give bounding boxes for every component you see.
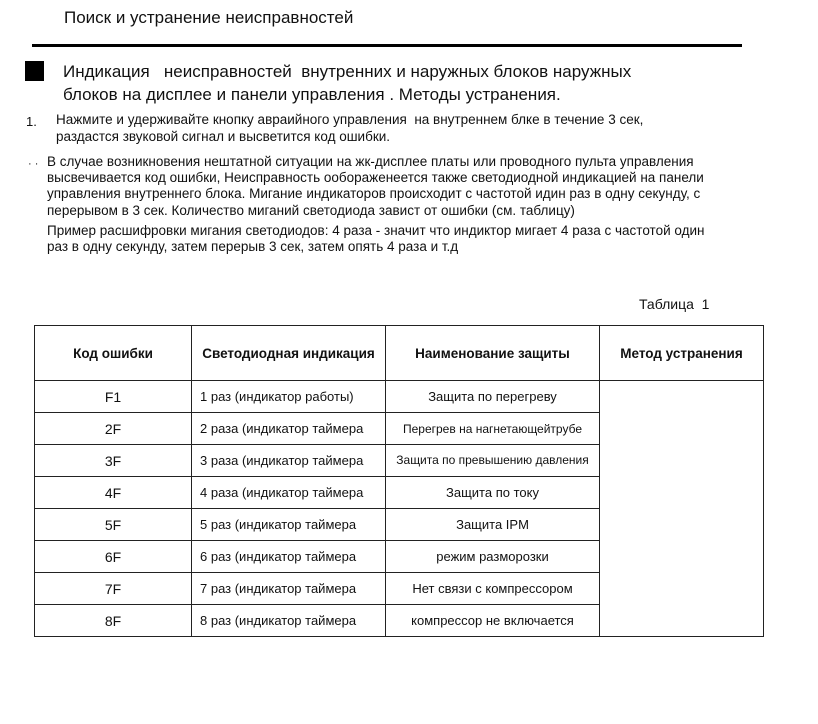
cell-code: 6F [35, 541, 192, 573]
step-1-line-1: Нажмите и удерживайте кнопку авраийного управления на внутреннем блке в течение 3 сек, [56, 112, 644, 127]
step-1-line-2: раздастся звуковой сигнал и высветится код ошибки. [56, 129, 391, 144]
section-heading-line-2: блоков на дисплее и панели управления . Методы устранения. [63, 85, 561, 104]
example-paragraph [47, 223, 704, 255]
description-line-4: перерывом в 3 сек. Количество миганий светодиода завист от ошибки (см. таблицу) [47, 202, 575, 218]
section-heading-line-1: Индикация неисправностей внутренних и наружных блоков наружных [63, 62, 632, 81]
paragraph-marker: · · [28, 158, 39, 170]
cell-code: 7F [35, 573, 192, 605]
description-paragraph [47, 154, 704, 219]
page-title: Поиск и устранение неисправностей [64, 8, 354, 27]
cell-protection: Перегрев на нагнетающейтрубе [386, 413, 600, 445]
description-line-3: управления внутреннего блока. Мигание индикаторов происходит с частотой идин раз в одну секунду, с [47, 186, 701, 202]
cell-protection: режим разморозки [386, 541, 600, 573]
cell-led: 4 раза (индикатор таймера [192, 477, 386, 509]
cell-protection: Защита по перегреву [386, 381, 600, 413]
section-heading [63, 60, 631, 106]
cell-protection: Нет связи с компрессором [386, 573, 600, 605]
table-row [35, 381, 764, 413]
header-method: Метод устранения [600, 326, 764, 381]
section-bullet-icon [25, 61, 44, 81]
cell-protection: Защита по превышению давления [386, 445, 600, 477]
cell-code: 3F [35, 445, 192, 477]
step-number: 1. [26, 114, 37, 129]
cell-led: 3 раза (индикатор таймера [192, 445, 386, 477]
example-line-1: Пример расшифровки мигания светодиодов: 4 раза - значит что индиктор мигает 4 раза с частотой один [47, 223, 705, 238]
cell-method [600, 381, 764, 637]
cell-code: 4F [35, 477, 192, 509]
cell-protection: Защита IPM [386, 509, 600, 541]
cell-led: 1 раз (индикатор работы) [192, 381, 386, 413]
cell-protection: Защита по току [386, 477, 600, 509]
cell-led: 8 раз (индикатор таймера [192, 605, 386, 637]
description-line-2: высвечивается код ошибки, Неисправность ообораженеется также светодиодной индикацией на панели [47, 170, 704, 186]
cell-code: F1 [35, 381, 192, 413]
cell-protection: компрессор не включается [386, 605, 600, 637]
cell-led: 6 раз (индикатор таймера [192, 541, 386, 573]
cell-led: 2 раза (индикатор таймера [192, 413, 386, 445]
description-line-1: В случае возникновения нештатной ситуации на жк-дисплее платы или проводного пульта управления [47, 154, 694, 169]
cell-code: 8F [35, 605, 192, 637]
table-header-row [35, 326, 764, 381]
cell-led: 5 раз (индикатор таймера [192, 509, 386, 541]
cell-code: 2F [35, 413, 192, 445]
header-code: Код ошибки [35, 326, 192, 381]
title-divider [32, 44, 742, 47]
example-line-2: раз в одну секунду, затем перерыв 3 сек, затем опять 4 раза и т.д [47, 239, 459, 255]
step-1-text [56, 111, 643, 145]
cell-code: 5F [35, 509, 192, 541]
error-codes-table [34, 325, 764, 637]
header-protection: Наименование защиты [386, 326, 600, 381]
table-caption: Таблица 1 [639, 296, 710, 312]
header-led: Светодиодная индикация [192, 326, 386, 381]
cell-led: 7 раз (индикатор таймера [192, 573, 386, 605]
